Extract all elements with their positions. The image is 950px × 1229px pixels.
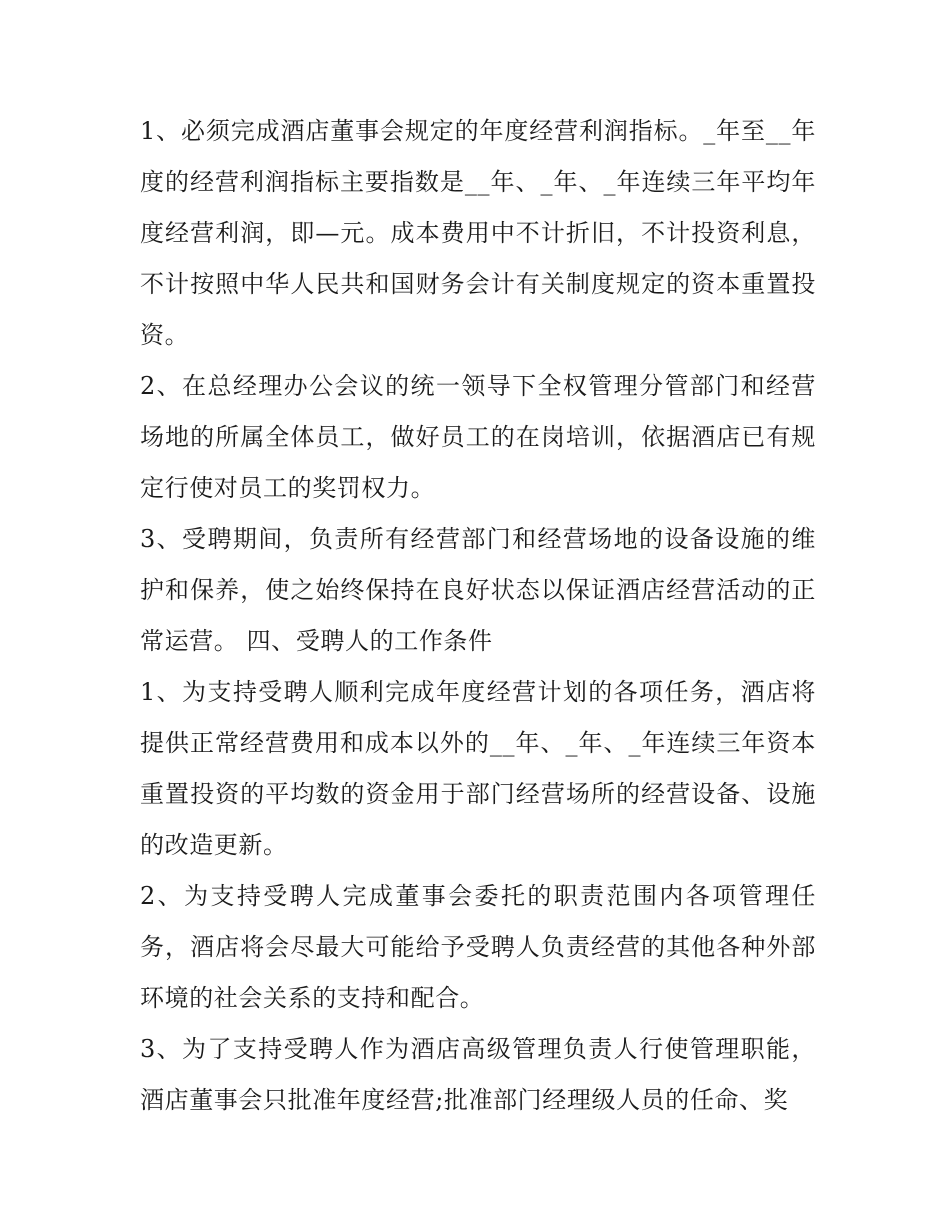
paragraph-1: 1、必须完成酒店董事会规定的年度经营利润指标。_年至__年度的经营利润指标主要指数是__年、_年、_年连续三年平均年度经营利润，即—元。成本费用中不计折旧，不计投资利息，不计按照中华人民共和国财务会计有关制度规定的资本重置投资。 <box>140 117 816 349</box>
paragraph-3: 3、受聘期间，负责所有经营部门和经营场地的设备设施的维护和保养，使之始终保持在良好状态以保证酒店经营活动的正常运营。 四、受聘人的工作条件 <box>140 525 816 655</box>
paragraph-2: 2、在总经理办公会议的统一领导下全权管理分管部门和经营场地的所属全体员工，做好员工的在岗培训，依据酒店已有规定行使对员工的奖罚权力。 <box>140 372 816 502</box>
paragraph-6: 3、为了支持受聘人作为酒店高级管理负责人行使管理职能，酒店董事会只批准年度经营;批准部门经理级人员的任命、奖 <box>140 1035 816 1114</box>
paragraph-4: 1、为支持受聘人顺利完成年度经营计划的各项任务，酒店将提供正常经营费用和成本以外的__年、_年、_年连续三年资本重置投资的平均数的资金用于部门经营场所的经营设备、设施的改造更新。 <box>140 678 816 859</box>
paragraph-5: 2、为支持受聘人完成董事会委托的职责范围内各项管理任务，酒店将会尽最大可能给予受聘人负责经营的其他各种外部环境的社会关系的支持和配合。 <box>140 882 816 1012</box>
document-body <box>140 106 816 1126</box>
